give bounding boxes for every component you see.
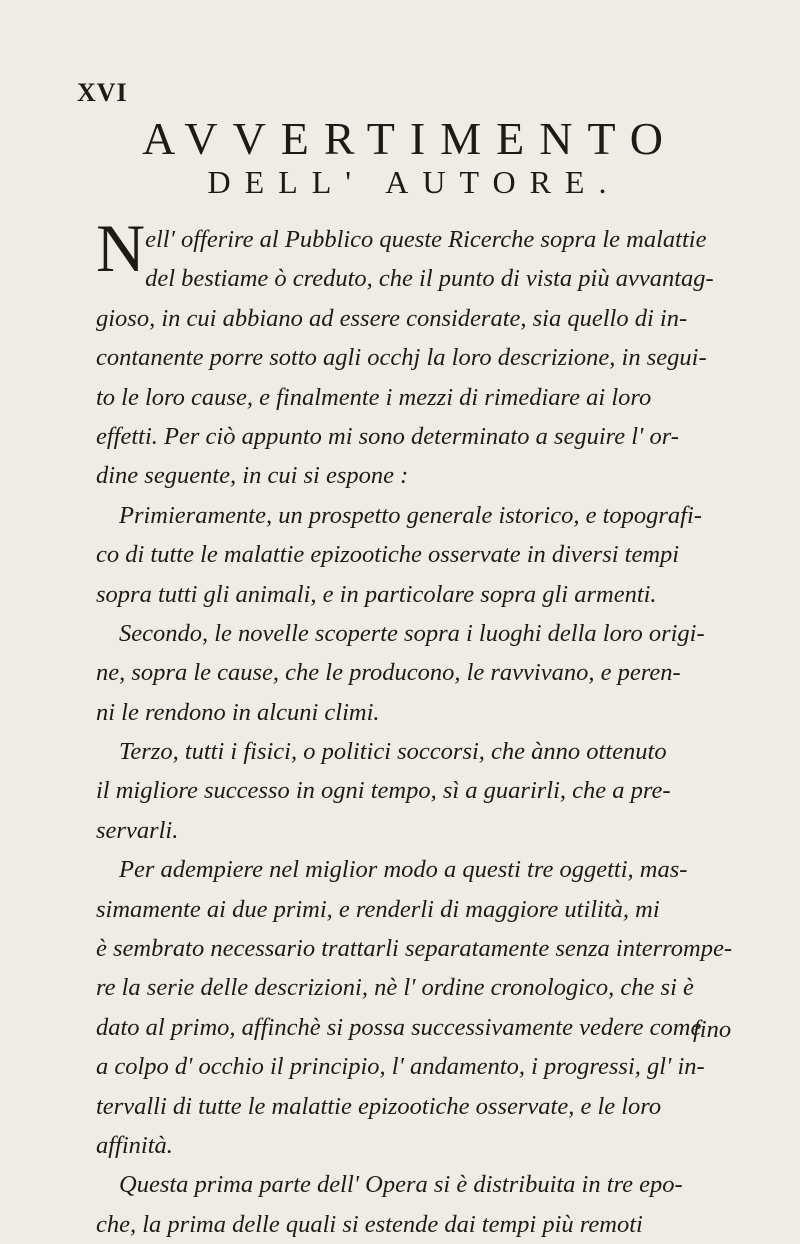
text-line: sopra tutti gli animali, e in particolare sopra gli armenti. xyxy=(96,580,657,608)
text-line: affinità. xyxy=(96,1131,173,1159)
text-line: Per adempiere nel miglior modo a questi tre oggetti, mas- xyxy=(119,856,688,884)
text-line: contanente porre sotto agli occhj la loro descrizione, in segui- xyxy=(96,344,707,372)
page-title: AVVERTIMENTO xyxy=(142,113,678,164)
text-line: a colpo d' occhio il principio, l' andamento, i progressi, gl' in- xyxy=(96,1053,705,1081)
text-line: Terzo, tutti i fisici, o politici soccorsi, che ànno ottenuto xyxy=(119,738,667,766)
text-line: servarli. xyxy=(96,816,179,844)
page-subtitle: DELL' AUTORE. xyxy=(207,164,621,200)
text-line: che, la prima delle quali si estende dai tempi più remoti xyxy=(96,1210,643,1238)
text-line: è sembrato necessario trattarli separatamente senza interrompe- xyxy=(96,935,733,963)
text-line: effetti. Per ciò appunto mi sono determinato a seguire l' or- xyxy=(96,422,679,450)
text-line: to le loro cause, e finalmente i mezzi di rimediare ai loro xyxy=(96,383,652,411)
body-text xyxy=(96,210,736,1244)
catchword: fino xyxy=(693,1016,732,1043)
text-line: del bestiame ò creduto, che il punto di vista più avvantag- xyxy=(145,265,714,293)
text-line: tervalli di tutte le malattie epizootiche osservate, e le loro xyxy=(96,1092,662,1120)
text-line: co di tutte le malattie epizootiche osservate in diversi tempi xyxy=(96,541,680,569)
page-number: XVI xyxy=(77,78,128,107)
text-line: gioso, in cui abbiano ad essere considerate, sia quello di in- xyxy=(96,304,688,332)
text-line: Secondo, le novelle scoperte sopra i luoghi della loro origi- xyxy=(119,619,705,647)
text-line: Questa prima parte dell' Opera si è distribuita in tre epo- xyxy=(119,1171,683,1199)
text-line: simamente ai due primi, e renderli di maggiore utilità, mi xyxy=(96,895,660,923)
text-line: dine seguente, in cui si espone : xyxy=(96,462,409,490)
drop-cap: N xyxy=(96,210,146,286)
text-line: il migliore successo in ogni tempo, sì a guarirli, che a pre- xyxy=(96,777,671,805)
text-line: ne, sopra le cause, che le producono, le ravvivano, e peren- xyxy=(96,659,681,687)
text-line-content: ell' offerire al Pubblico queste Ricerche sopra le malattie xyxy=(145,226,707,253)
text-line: re la serie delle descrizioni, nè l' ordine cronologico, che si è xyxy=(96,974,694,1002)
text-line: ni le rendono in alcuni climi. xyxy=(96,698,380,726)
text-line: dato al primo, affinchè si possa successivamente vedere come xyxy=(96,1013,702,1041)
text-line: Primieramente, un prospetto generale istorico, e topografi- xyxy=(119,501,702,529)
